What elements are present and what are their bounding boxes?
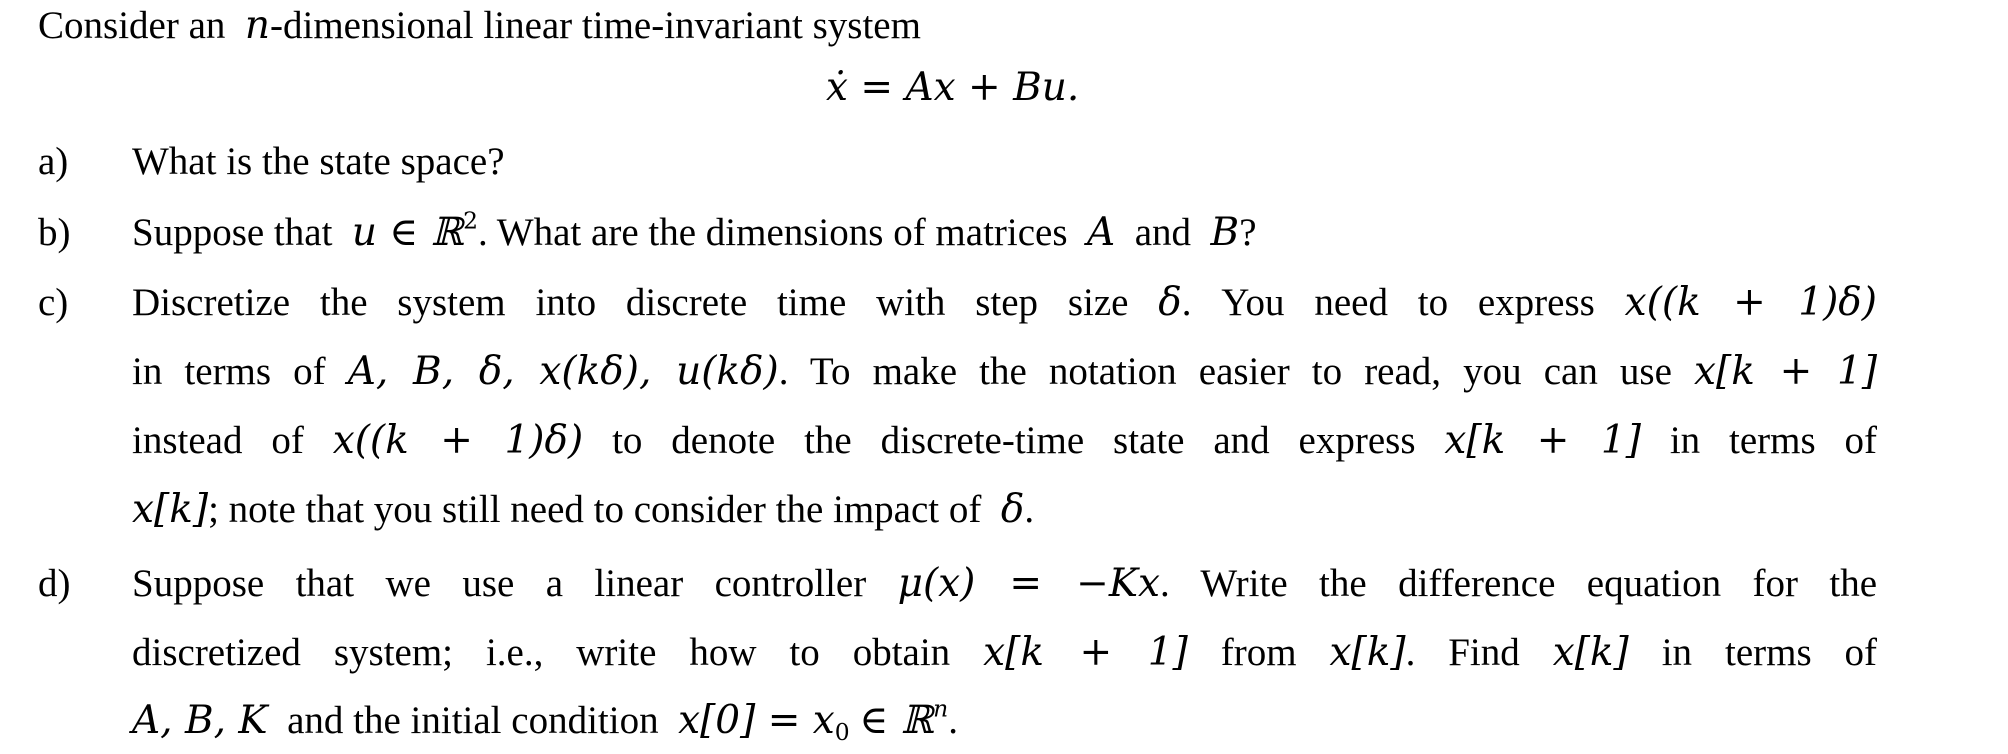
math: x[k + 1] xyxy=(1694,349,1878,394)
intro-suffix: -dimensional linear time-invariant system xyxy=(270,4,921,47)
item-c-line-4 xyxy=(132,487,1035,532)
math: δ xyxy=(1000,487,1025,532)
text: to denote the discrete-time state and express xyxy=(612,419,1416,462)
item-a-label: a) xyxy=(38,140,69,183)
text: Suppose that we use a linear controller xyxy=(132,562,867,605)
item-b-part: Suppose that xyxy=(132,211,333,254)
math: δ xyxy=(1158,280,1182,325)
text: . Write the difference equation for the xyxy=(1159,562,1878,605)
item-b-math: B xyxy=(1210,210,1240,255)
item-d-line-1 xyxy=(132,561,1878,606)
math: x[0] = x xyxy=(678,698,835,743)
math: μ(x) = −Kx xyxy=(897,561,1160,606)
intro-var: n xyxy=(244,3,271,48)
text: Discretize the system into discrete time with step size xyxy=(132,281,1129,324)
math: x((k + 1)δ) xyxy=(1624,280,1877,325)
item-c-line-2 xyxy=(132,349,1878,394)
item-c-line-3 xyxy=(132,418,1878,463)
intro-prefix: Consider an xyxy=(38,4,226,47)
item-b-math: A xyxy=(1087,210,1116,255)
item-b-part: and xyxy=(1134,211,1192,254)
item-b-sup: 2 xyxy=(463,206,479,235)
math: x[k + 1] xyxy=(983,630,1188,675)
item-c-line-1 xyxy=(132,280,1877,325)
subscript: 0 xyxy=(834,718,850,747)
item-b-label: b) xyxy=(38,211,71,254)
intro-line xyxy=(38,3,921,48)
math: x[k + 1] xyxy=(1444,418,1641,463)
math: A, B, δ, x(kδ), u(kδ) xyxy=(347,349,779,394)
text: in terms of xyxy=(1669,419,1878,462)
text: in terms of xyxy=(132,350,326,393)
text: ; note that you still need to consider the impact of xyxy=(208,488,982,531)
text: . xyxy=(948,699,958,742)
text: . To make the notation easier to read, you can use xyxy=(778,350,1672,393)
item-b-math: u ∈ ℝ xyxy=(351,210,464,255)
math: x[k] xyxy=(132,487,209,532)
text: discretized system; i.e., write how to obtain xyxy=(132,631,951,674)
system-equation: ẋ = Ax + Bu. xyxy=(826,65,1080,110)
math: x[k] xyxy=(1329,630,1406,675)
math: ∈ ℝ xyxy=(859,698,934,743)
item-d-line-2 xyxy=(132,630,1878,675)
text: . You need to express xyxy=(1181,281,1595,324)
text: from xyxy=(1220,631,1297,674)
math: A, B, K xyxy=(132,698,268,743)
text: . Find xyxy=(1405,631,1520,674)
text: in terms of xyxy=(1661,631,1878,674)
math: x[k] xyxy=(1552,630,1629,675)
item-c-label: c) xyxy=(38,281,69,324)
superscript: n xyxy=(933,694,949,723)
text: and the initial condition xyxy=(287,699,659,742)
text: instead of xyxy=(132,419,304,462)
item-d-label: d) xyxy=(38,562,71,605)
item-b-text xyxy=(132,206,1257,255)
item-b-part: ? xyxy=(1239,211,1257,254)
item-d-line-3 xyxy=(132,694,958,747)
item-a-text: What is the state space? xyxy=(132,140,505,183)
item-b-part: . What are the dimensions of matrices xyxy=(478,211,1068,254)
math: x((k + 1)δ) xyxy=(332,418,584,463)
text: . xyxy=(1024,488,1035,531)
